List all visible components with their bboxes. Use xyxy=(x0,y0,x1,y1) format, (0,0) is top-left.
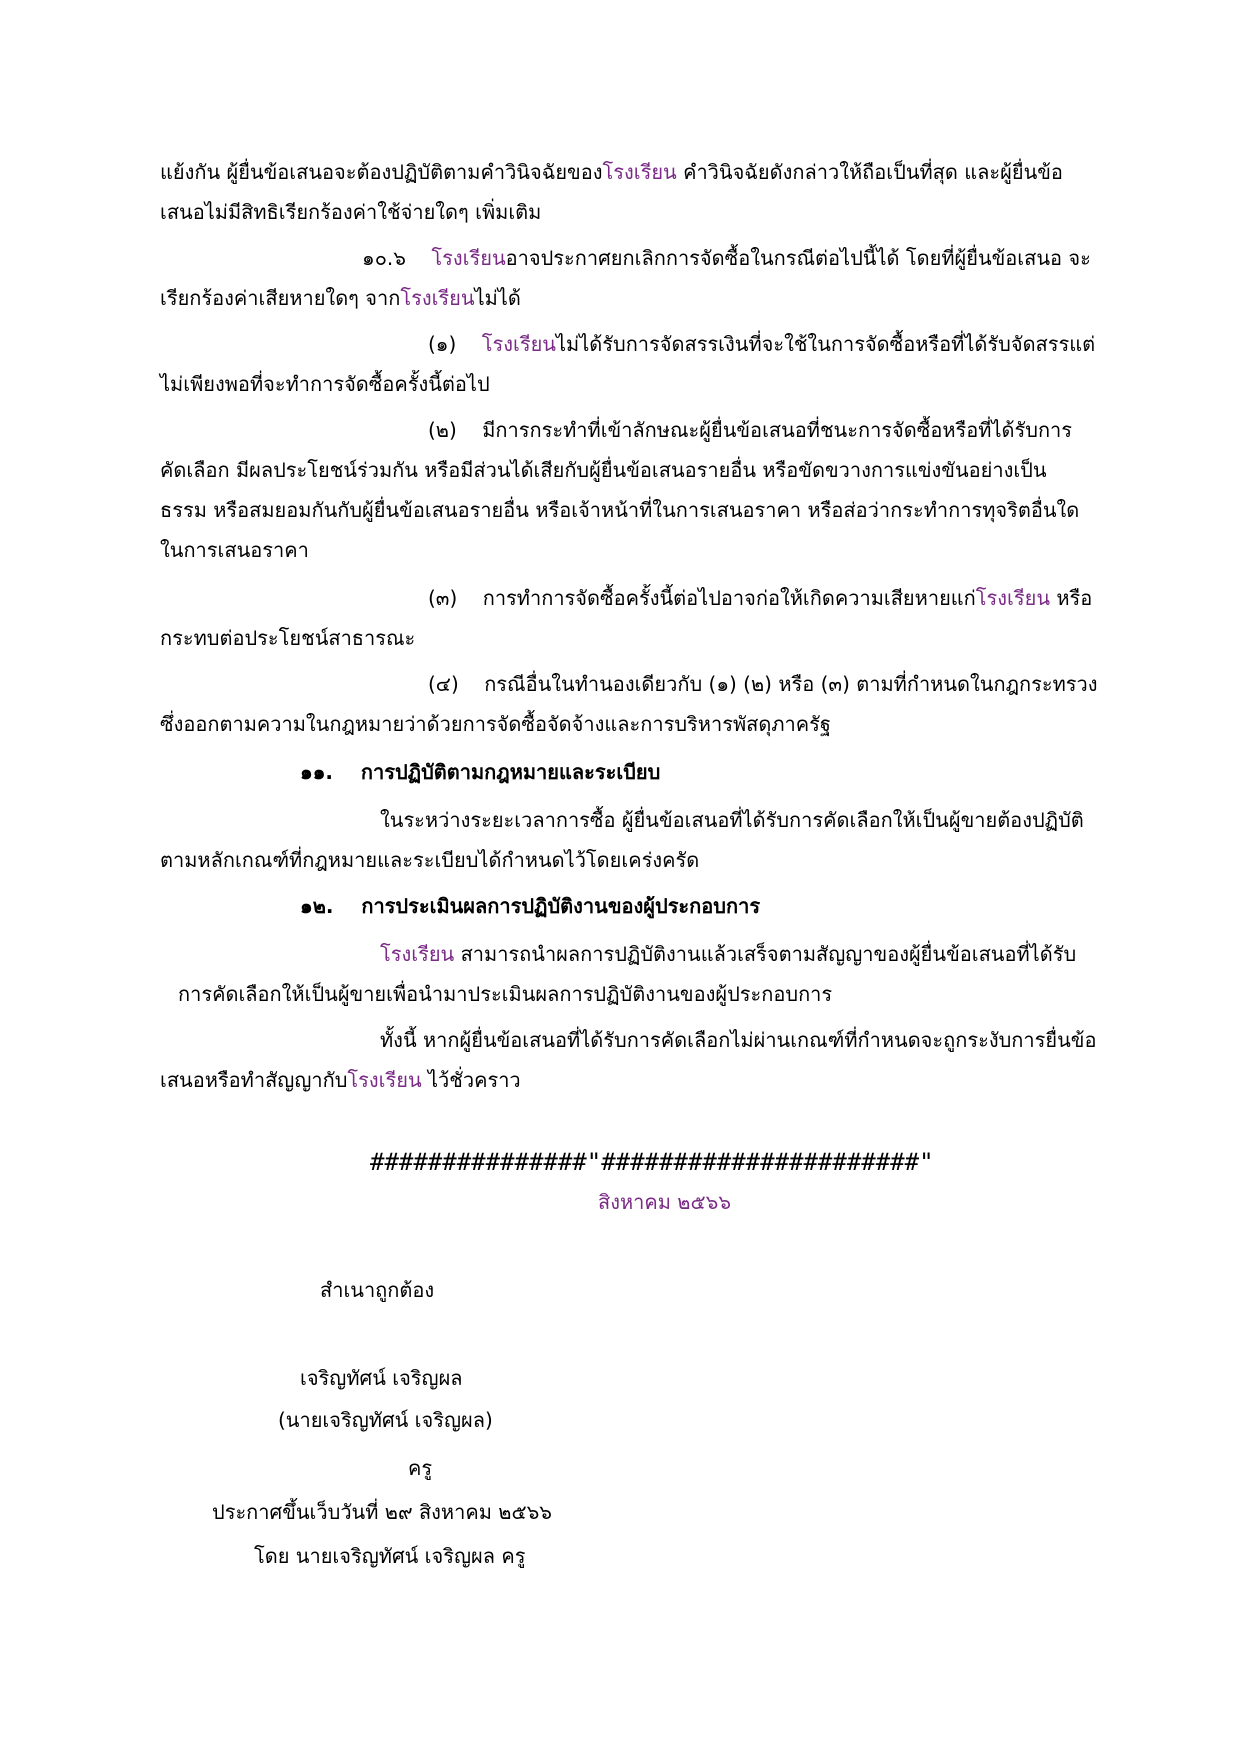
clause-10-6-line xyxy=(160,284,521,312)
text: เสนอหรือทำสัญญากับ xyxy=(160,1068,348,1092)
text: คำวินิจฉัยดังกล่าวให้ถือเป็นที่สุด และผู้ยื่นข้อ xyxy=(676,160,1063,184)
document-date: สิงหาคม ๒๕๖๖ xyxy=(598,1190,732,1214)
signer-full-name: (นายเจริญทัศน์ เจริญผล) xyxy=(278,1408,493,1432)
school-name: โรงเรียน xyxy=(347,1068,422,1092)
item-number: (๒) xyxy=(428,418,457,442)
text: การทำการจัดซื้อครั้งนี้ต่อไปอาจก่อให้เกิดความเสียหายแก่ xyxy=(482,586,976,610)
signer-position: ครู xyxy=(408,1456,433,1480)
item-number: (๓) xyxy=(428,586,458,610)
section-12-line: ทั้งนี้ หากผู้ยื่นข้อเสนอที่ได้รับการคัดเลือกไม่ผ่านเกณฑ์ที่กำหนดจะถูกระงับการยื่นข้อ xyxy=(380,1028,1097,1052)
text: เรียกร้องค่าเสียหายใดๆ จาก xyxy=(160,286,401,310)
item-2-line xyxy=(428,416,1072,444)
section-11-line: ตามหลักเกณฑ์ที่กฎหมายและระเบียบได้กำหนดไว้โดยเคร่งครัด xyxy=(160,848,700,872)
school-name: โรงเรียน xyxy=(431,246,506,270)
published-date: ประกาศขึ้นเว็บวันที่ ๒๙ สิงหาคม ๒๕๖๖ xyxy=(212,1500,552,1524)
item-1-line xyxy=(428,330,1095,358)
section-number: ๑๑. xyxy=(300,760,333,784)
item-2-line: ในการเสนอราคา xyxy=(160,538,309,562)
section-12-heading xyxy=(300,892,760,920)
text: อาจประกาศยกเลิกการจัดซื้อในกรณีต่อไปนี้ได้ โดยที่ผู้ยื่นข้อเสนอ จะ xyxy=(505,246,1091,270)
text: ไว้ชั่วคราว xyxy=(421,1068,521,1092)
text: มีการกระทำที่เข้าลักษณะผู้ยื่นข้อเสนอที่ชนะการจัดซื้อหรือที่ได้รับการ xyxy=(482,418,1073,442)
section-number: ๑๒. xyxy=(300,894,334,918)
text: แย้งกัน ผู้ยื่นข้อเสนอจะต้องปฏิบัติตามคำวินิจฉัยของ xyxy=(160,160,603,184)
item-3-line xyxy=(428,584,1092,612)
item-4-line: ซึ่งออกตามความในกฎหมายว่าด้วยการจัดซื้อจัดจ้างและการบริหารพัสดุภาครัฐ xyxy=(160,712,831,736)
item-number: (๑) xyxy=(428,332,457,356)
signer-name: เจริญทัศน์ เจริญผล xyxy=(300,1366,463,1390)
item-4-line xyxy=(428,670,1098,698)
item-number: (๔) xyxy=(428,672,459,696)
text: หรือ xyxy=(1050,586,1093,610)
item-2-line: ธรรม หรือสมยอมกันกับผู้ยื่นข้อเสนอรายอื่น หรือเจ้าหน้าที่ในการเสนอราคา หรือส่อว่ากระทำการทุจริตอื่นใด xyxy=(160,498,1080,522)
section-title: การประเมินผลการปฏิบัติงานของผู้ประกอบการ xyxy=(361,894,761,918)
paragraph-line xyxy=(160,158,1063,186)
section-12-line xyxy=(380,940,1076,968)
published-by: โดย นายเจริญทัศน์ เจริญผล ครู xyxy=(254,1544,526,1568)
item-2-line: คัดเลือก มีผลประโยชน์ร่วมกัน หรือมีส่วนได้เสียกับผู้ยื่นข้อเสนอรายอื่น หรือขัดขวางการแข่งขันอย่างเป็น xyxy=(160,458,1047,482)
paragraph-line: เสนอไม่มีสิทธิเรียกร้องค่าใช้จ่ายใดๆ เพิ่มเติม xyxy=(160,200,542,224)
section-11-heading xyxy=(300,758,660,786)
school-name: โรงเรียน xyxy=(602,160,677,184)
text: ไม่ได้รับการจัดสรรเงินที่จะใช้ในการจัดซื้อหรือที่ได้รับจัดสรรแต่ xyxy=(555,332,1096,356)
section-11-line: ในระหว่างระยะเวลาการซื้อ ผู้ยื่นข้อเสนอที่ได้รับการคัดเลือกให้เป็นผู้ขายต้องปฏิบัติ xyxy=(380,808,1084,832)
item-3-line: กระทบต่อประโยชน์สาธารณะ xyxy=(160,626,416,650)
text: กรณีอื่นในทำนองเดียวกับ (๑) (๒) หรือ (๓) ตามที่กำหนดในกฎกระทรวง xyxy=(484,672,1098,696)
section-12-line: การคัดเลือกให้เป็นผู้ขายเพื่อนำมาประเมินผลการปฏิบัติงานของผู้ประกอบการ xyxy=(178,982,833,1006)
section-12-line xyxy=(160,1066,521,1094)
item-1-line: ไม่เพียงพอที่จะทำการจัดซื้อครั้งนี้ต่อไป xyxy=(160,372,490,396)
certified-copy-text: สำเนาถูกต้อง xyxy=(320,1278,435,1302)
text: ไม่ได้ xyxy=(474,286,521,310)
school-name: โรงเรียน xyxy=(380,942,455,966)
clause-number: ๑๐.๖ xyxy=(362,246,406,270)
school-name: โรงเรียน xyxy=(975,586,1051,610)
school-name: โรงเรียน xyxy=(400,286,475,310)
text: สามารถนำผลการปฏิบัติงานแล้วเสร็จตามสัญญาของผู้ยื่นข้อเสนอที่ได้รับ xyxy=(454,942,1077,966)
school-name: โรงเรียน xyxy=(481,332,556,356)
section-title: การปฏิบัติตามกฎหมายและระเบียบ xyxy=(360,760,661,784)
clause-10-6-line xyxy=(362,244,1091,272)
hash-separator: ###############"######################" xyxy=(370,1148,934,1176)
